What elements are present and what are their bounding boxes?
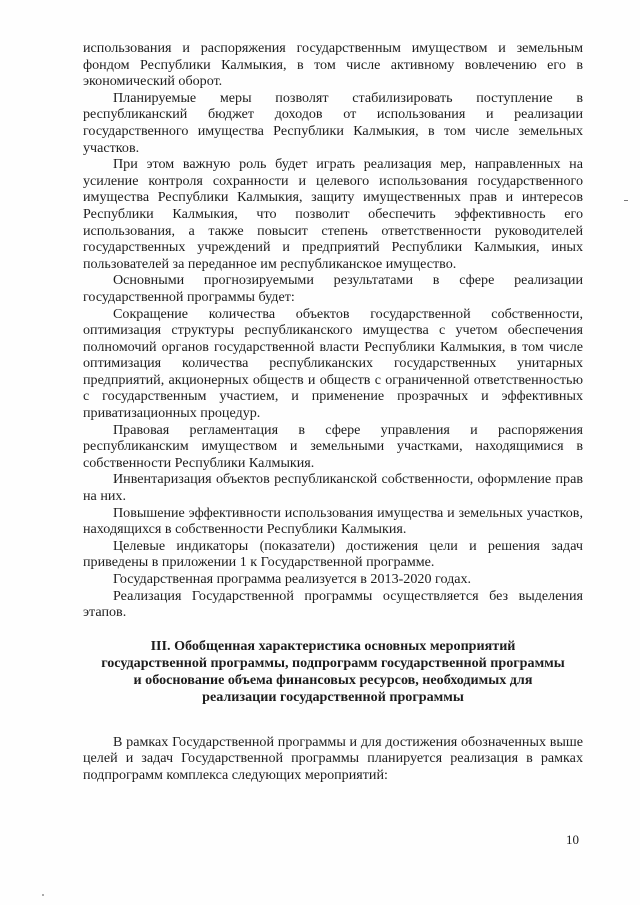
paragraph-activities-intro: В рамках Государственной программы и для достижения обозначенных выше целей и задач Государственной программы планируется реализация в рамках подпрограмм комплекса следующих мероприятий: — [83, 733, 583, 783]
scan-mark — [42, 894, 44, 896]
paragraph-expected-results: Основными прогнозируемыми результатами в сфере реализации государственной программы будет: — [83, 272, 583, 305]
section-heading — [83, 638, 583, 707]
paragraph-legal-regulation: Правовая регламентация в сфере управления и распоряжения республиканским имуществом и земельными участками, находящимися в собственности Республики Калмыкия. — [83, 421, 583, 471]
section-heading-line: и обоснование объема финансовых ресурсов, необходимых для — [133, 672, 533, 689]
paragraph-planned-measures: Планируемые меры позволят стабилизировать поступление в республиканский бюджет доходов от использования и реализации государственного имущества Республики Калмыкия, в том числе земельных участков. — [83, 89, 583, 156]
paragraph-efficiency: Повышение эффективности использования имущества и земельных участков, находящихся в собственности Республики Калмыкия. — [83, 504, 583, 538]
section-heading-line: реализации государственной программы — [202, 689, 464, 706]
section-heading-line: государственной программы, подпрограмм государственной программы — [101, 654, 565, 671]
paragraph-inventory: Инвентаризация объектов республиканской собственности, оформление прав на них. — [83, 471, 583, 505]
paragraph-program-period: Государственная программа реализуется в 2013-2020 годах. — [113, 571, 472, 587]
scan-mark — [624, 200, 628, 201]
paragraph-continuation: использования и распоряжения государственным имуществом и земельным фондом Республики Калмыкия, в том числе активному вовлечению его в экономический оборот. — [83, 40, 583, 90]
paragraph-no-stages: Реализация Государственной программы осуществляется без выделения этапов. — [83, 587, 583, 621]
document-body — [83, 40, 583, 783]
paragraph-control-measures: При этом важную роль будет играть реализация мер, направленных на усиление контроля сохранности и целевого использования государственного имущества Республики Калмыкия, защиту имущественных прав и интересов Республики Калмыкия, что позволит обеспечить эффективность его использования, а также повысит степень ответственности руководителей государственных учреждений и предприятий Республики Калмыкия, иных пользователей за переданное им республиканское имущество. — [83, 156, 583, 272]
section-heading-line: III. Обобщенная характеристика основных мероприятий — [150, 637, 516, 654]
paragraph-reduction: Сокращение количества объектов государственной собственности, оптимизация структуры республиканского имущества с учетом обеспечения полномочий органов государственной власти Республики Калмыкия, в том числе оптимизация количества республиканских государственных унитарных предприятий, акционерных обществ и обществ с ограниченной ответственностью с государственным участием, и применение прозрачных и эффективных приватизационных процедур. — [83, 305, 583, 422]
page-number: 10 — [566, 832, 579, 847]
paragraph-indicators: Целевые индикаторы (показатели) достижения цели и решения задач приведены в приложении 1 к Государственной программе. — [83, 537, 583, 571]
